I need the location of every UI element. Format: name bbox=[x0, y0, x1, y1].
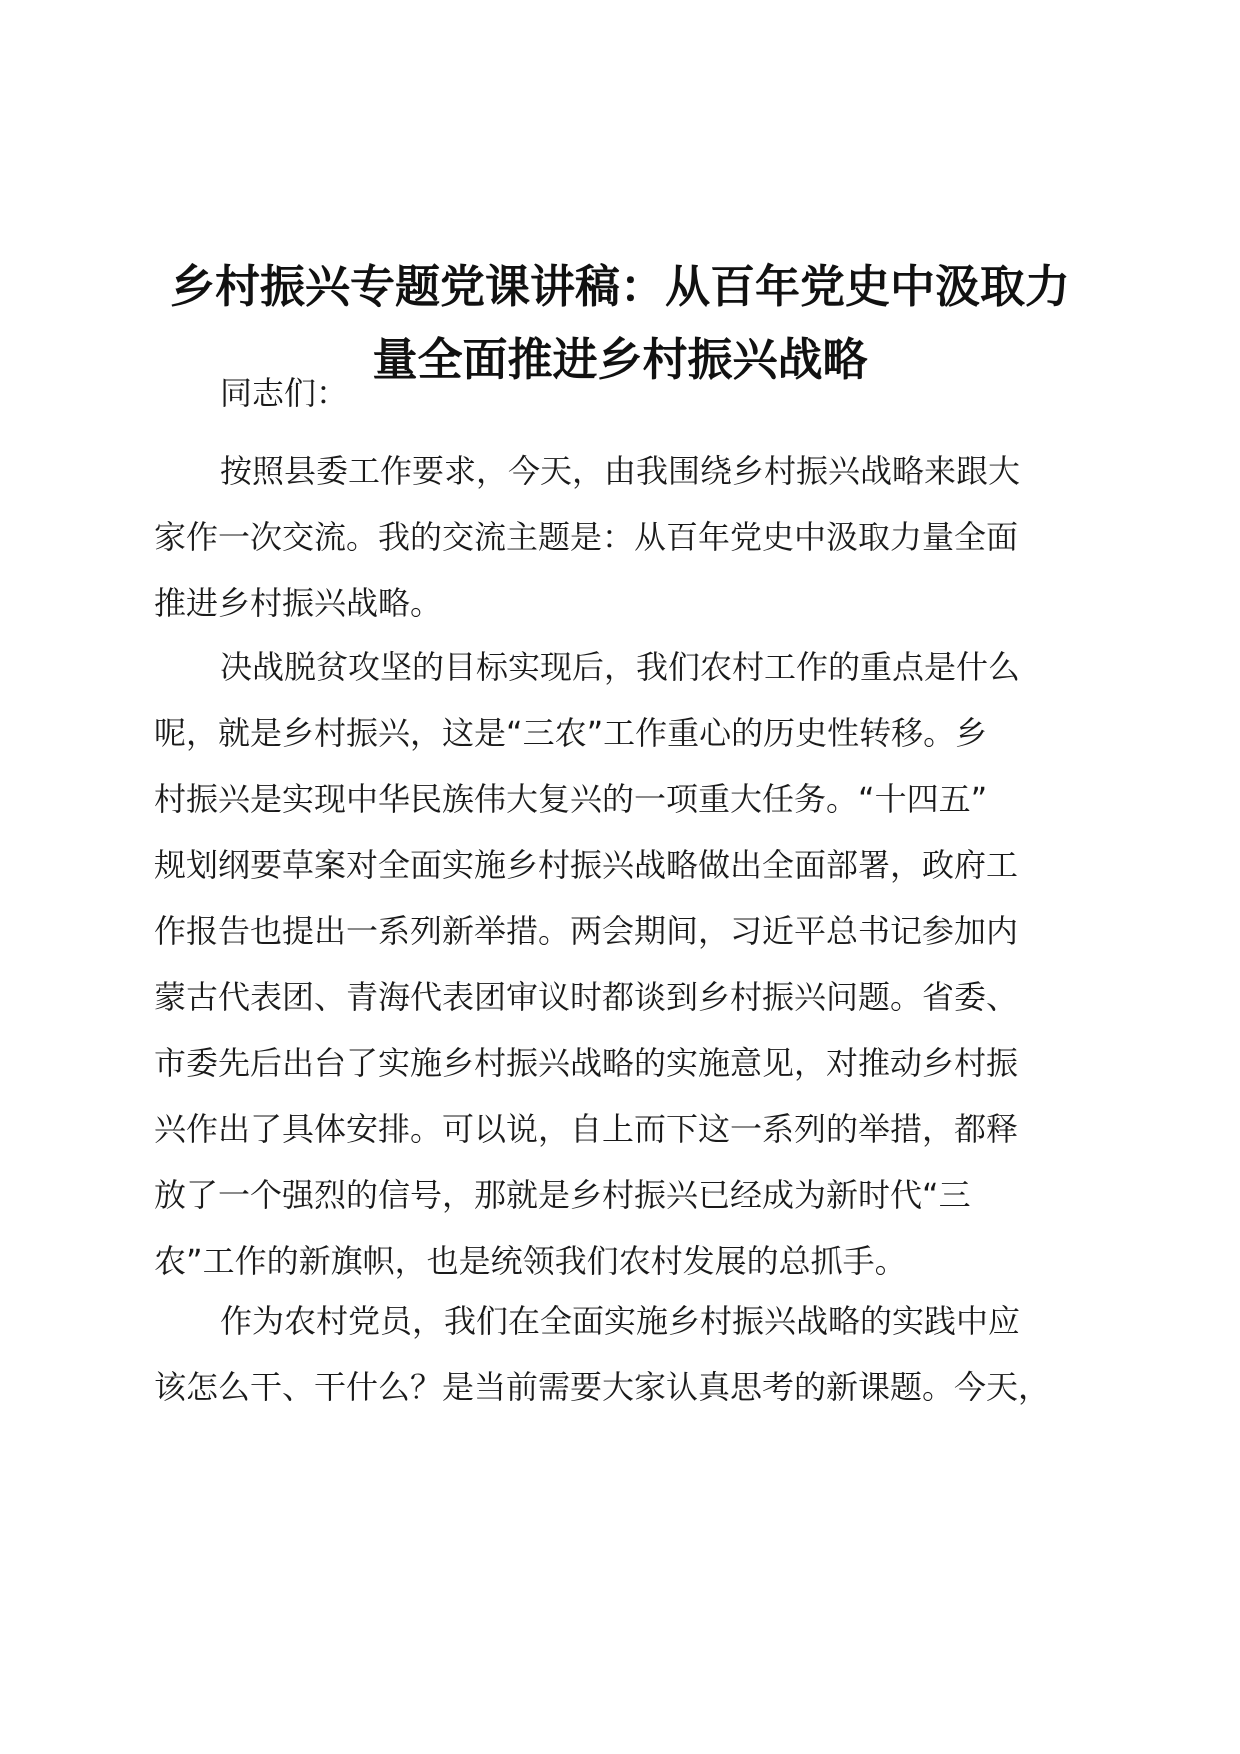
paragraph-line: 蒙古代表团、青海代表团审议时都谈到乡村振兴问题。省委、 bbox=[154, 978, 1019, 1016]
paragraph-line: 兴作出了具体安排。可以说，自上而下这一系列的举措，都释 bbox=[154, 1110, 1019, 1148]
title-line: 乡村振兴专题党课讲稿：从百年党史中汲取力 bbox=[169, 260, 1070, 313]
salutation bbox=[154, 360, 1089, 426]
paragraph-line: 呢，就是乡村振兴，这是“三农”工作重心的历史性转移。乡 bbox=[154, 714, 988, 752]
paragraph-line: 作报告也提出一系列新举措。两会期间，习近平总书记参加内 bbox=[154, 912, 1019, 950]
paragraph-line: 农”工作的新旗帜，也是统领我们农村发展的总抓手。 bbox=[154, 1242, 907, 1280]
salutation-text: 同志们： bbox=[220, 374, 349, 412]
paragraph-3 bbox=[154, 1288, 1089, 1420]
title-line: 量全面推进乡村振兴战略 bbox=[372, 333, 868, 386]
paragraph-line: 推进乡村振兴战略。 bbox=[154, 584, 443, 622]
paragraph-line: 决战脱贫攻坚的目标实现后，我们农村工作的重点是什么 bbox=[220, 648, 1021, 686]
paragraph-line: 放了一个强烈的信号，那就是乡村振兴已经成为新时代“三 bbox=[154, 1176, 971, 1214]
paragraph-line: 家作一次交流。我的交流主题是：从百年党史中汲取力量全面 bbox=[154, 518, 1019, 556]
paragraph-line: 规划纲要草案对全面实施乡村振兴战略做出全面部署，政府工 bbox=[154, 846, 1019, 884]
paragraph-line: 该怎么干、干什么？是当前需要大家认真思考的新课题。今天， bbox=[154, 1368, 1051, 1406]
paragraph-line: 作为农村党员，我们在全面实施乡村振兴战略的实践中应 bbox=[220, 1302, 1021, 1340]
paragraph-line: 市委先后出台了实施乡村振兴战略的实施意见，对推动乡村振 bbox=[154, 1044, 1019, 1082]
paragraph-2 bbox=[154, 634, 1089, 1294]
paragraph-line: 村振兴是实现中华民族伟大复兴的一项重大任务。“十四五” bbox=[154, 780, 988, 818]
paragraph-1 bbox=[154, 438, 1089, 636]
paragraph-line: 按照县委工作要求，今天，由我围绕乡村振兴战略来跟大 bbox=[220, 452, 1021, 490]
